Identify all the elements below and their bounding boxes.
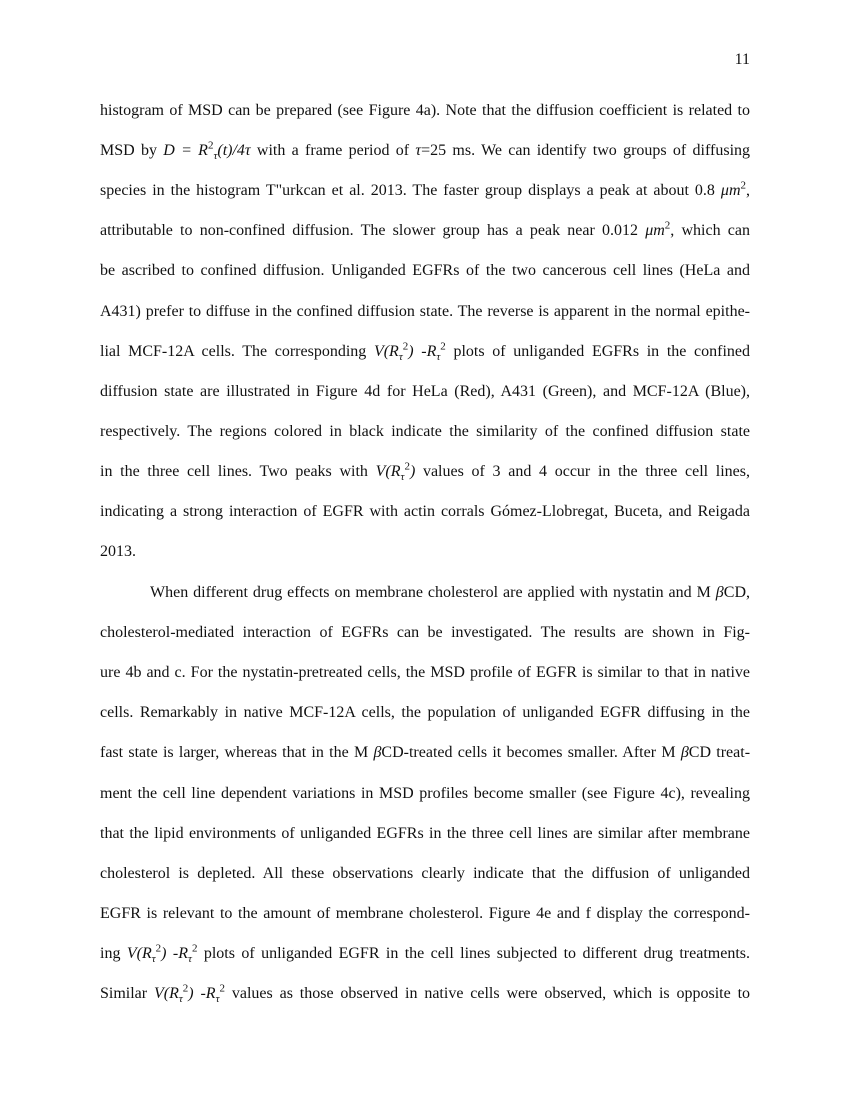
text-line xyxy=(100,461,750,483)
text-line xyxy=(100,301,750,323)
text-line xyxy=(100,541,750,563)
text-run: that the lipid environments of unliganded EGFRs in the three cell lines are similar after membrane xyxy=(100,824,750,842)
text-run: in the three cell lines. Two peaks with xyxy=(100,462,376,480)
subscript: τ xyxy=(188,953,192,966)
math-run: D = R xyxy=(163,142,208,160)
text-run: - xyxy=(193,985,206,1002)
text-run: CD, xyxy=(723,584,750,601)
text-run: attributable to non-confined diffusion. The slower group has a peak near 0.012 xyxy=(100,222,646,240)
text-run: CD treat- xyxy=(688,744,751,762)
math-run: R xyxy=(205,985,216,1002)
text-run: histogram of MSD can be prepared (see Figure 4a). Note that the diffusion coefficient is related to xyxy=(100,102,750,119)
text-run: A431) prefer to diffuse in the confined diffusion state. The reverse is apparent in the normal epithe- xyxy=(100,302,750,320)
text-line xyxy=(100,943,750,965)
text-line xyxy=(100,622,750,644)
text-line xyxy=(100,863,750,885)
text-run: =25 ms. We can identify two groups of diffusing xyxy=(421,142,751,160)
math-run: β xyxy=(680,744,689,762)
text-run: ure 4b and c. For the nystatin-pretreated cells, the MSD profile of EGFR is similar to that in native xyxy=(100,664,750,682)
text-line xyxy=(100,903,750,925)
math-run: R xyxy=(178,944,189,962)
math-run: μm xyxy=(720,182,741,200)
text-run: When different drug effects on membrane cholesterol are applied with nystatin and M xyxy=(150,584,716,601)
text-run: indicating a strong interaction of EGFR with actin corrals Gómez-Llobregat, Buceta, and Reigada xyxy=(100,503,750,520)
text-run: with a frame period of xyxy=(250,142,416,160)
text-line xyxy=(100,421,750,443)
text-run: cholesterol-mediated interaction of EGFRs can be investigated. The results are shown in Fig- xyxy=(100,624,750,642)
superscript: 2 xyxy=(402,340,409,353)
math-run: ) xyxy=(188,985,194,1002)
subscript: τ xyxy=(213,150,218,163)
math-run: (t)/4τ xyxy=(217,142,251,160)
math-run: ) xyxy=(161,944,167,962)
text-run: cells. Remarkably in native MCF-12A cells, the population of unliganded EGFR diffusing in the xyxy=(100,704,750,722)
superscript: 2 xyxy=(182,982,189,995)
math-run: V(R xyxy=(375,462,401,480)
subscript: τ xyxy=(400,471,405,484)
text-line xyxy=(100,100,750,122)
text-line xyxy=(100,742,750,764)
page-number: 11 xyxy=(734,51,750,68)
text-line xyxy=(100,702,750,724)
math-run: β xyxy=(715,584,724,601)
text-run: diffusion state are illustrated in Figure 4d for HeLa (Red), A431 (Green), and MCF-12A (Blue), xyxy=(100,382,750,400)
superscript: 2 xyxy=(207,139,214,152)
text-run: Similar xyxy=(100,985,154,1002)
text-run: , which can xyxy=(670,222,750,240)
text-run: be ascribed to confined diffusion. Unliganded EGFRs of the two cancerous cell lines (HeLa and xyxy=(100,262,750,280)
superscript: 2 xyxy=(155,942,162,955)
superscript: 2 xyxy=(664,219,671,232)
text-run: - xyxy=(166,944,179,962)
text-run: respectively. The regions colored in black indicate the similarity of the confined diffusion state xyxy=(100,422,750,440)
math-run: μm xyxy=(645,222,665,240)
text-line xyxy=(100,662,750,684)
text-line xyxy=(100,220,750,242)
subscript: τ xyxy=(436,350,441,363)
text-run: values of 3 and 4 occur in the three cell lines, xyxy=(415,462,750,480)
text-line xyxy=(100,260,750,282)
subscript: τ xyxy=(215,993,220,1006)
text-line xyxy=(100,180,750,202)
text-run: plots of unliganded EGFRs in the confined xyxy=(445,342,751,360)
text-run: MSD by xyxy=(100,142,164,160)
superscript: 2 xyxy=(740,179,746,192)
text-line xyxy=(150,582,750,604)
text-run: cholesterol is depleted. All these observations clearly indicate that the diffusion of unliganded xyxy=(100,864,750,882)
text-run: , xyxy=(746,182,750,200)
text-run: CD-treated cells it becomes smaller. After M xyxy=(381,744,681,762)
subscript: τ xyxy=(151,953,156,966)
text-run: EGFR is relevant to the amount of membrane cholesterol. Figure 4e and f display the correspond- xyxy=(100,904,750,922)
superscript: 2 xyxy=(191,942,198,955)
superscript: 2 xyxy=(219,982,226,995)
text-run: species in the histogram T"urkcan et al. 2013. The faster group displays a peak at about 0.8 xyxy=(100,182,721,200)
superscript: 2 xyxy=(440,340,446,353)
math-run: ) xyxy=(409,462,416,480)
math-run: V(R xyxy=(126,944,152,962)
text-run: plots of unliganded EGFR in the cell lines subjected to different drug treatments. xyxy=(197,944,751,962)
text-line xyxy=(100,341,750,363)
text-run: ment the cell line dependent variations in MSD profiles become smaller (see Figure 4c), revealing xyxy=(100,784,750,802)
subscript: τ xyxy=(178,993,183,1006)
math-run: V(R xyxy=(373,342,399,360)
text-run: fast state is larger, whereas that in the M xyxy=(100,744,374,762)
math-run: ) xyxy=(408,342,414,360)
subscript: τ xyxy=(398,350,403,363)
text-run: values as those observed in native cells were observed, which is opposite to xyxy=(225,985,751,1002)
text-run: 2013. xyxy=(100,543,136,561)
text-run: lial MCF-12A cells. The corresponding xyxy=(100,342,374,360)
superscript: 2 xyxy=(404,460,410,473)
text-line xyxy=(100,140,750,162)
text-run: - xyxy=(413,342,427,360)
text-line xyxy=(100,381,750,403)
text-line xyxy=(100,983,750,1005)
text-line xyxy=(100,823,750,845)
text-line xyxy=(100,501,750,523)
math-run: R xyxy=(426,342,437,360)
math-run: τ xyxy=(415,142,422,160)
text-line xyxy=(100,783,750,805)
math-run: β xyxy=(373,744,382,762)
math-run: V(R xyxy=(153,985,179,1002)
text-run: ing xyxy=(100,944,127,962)
